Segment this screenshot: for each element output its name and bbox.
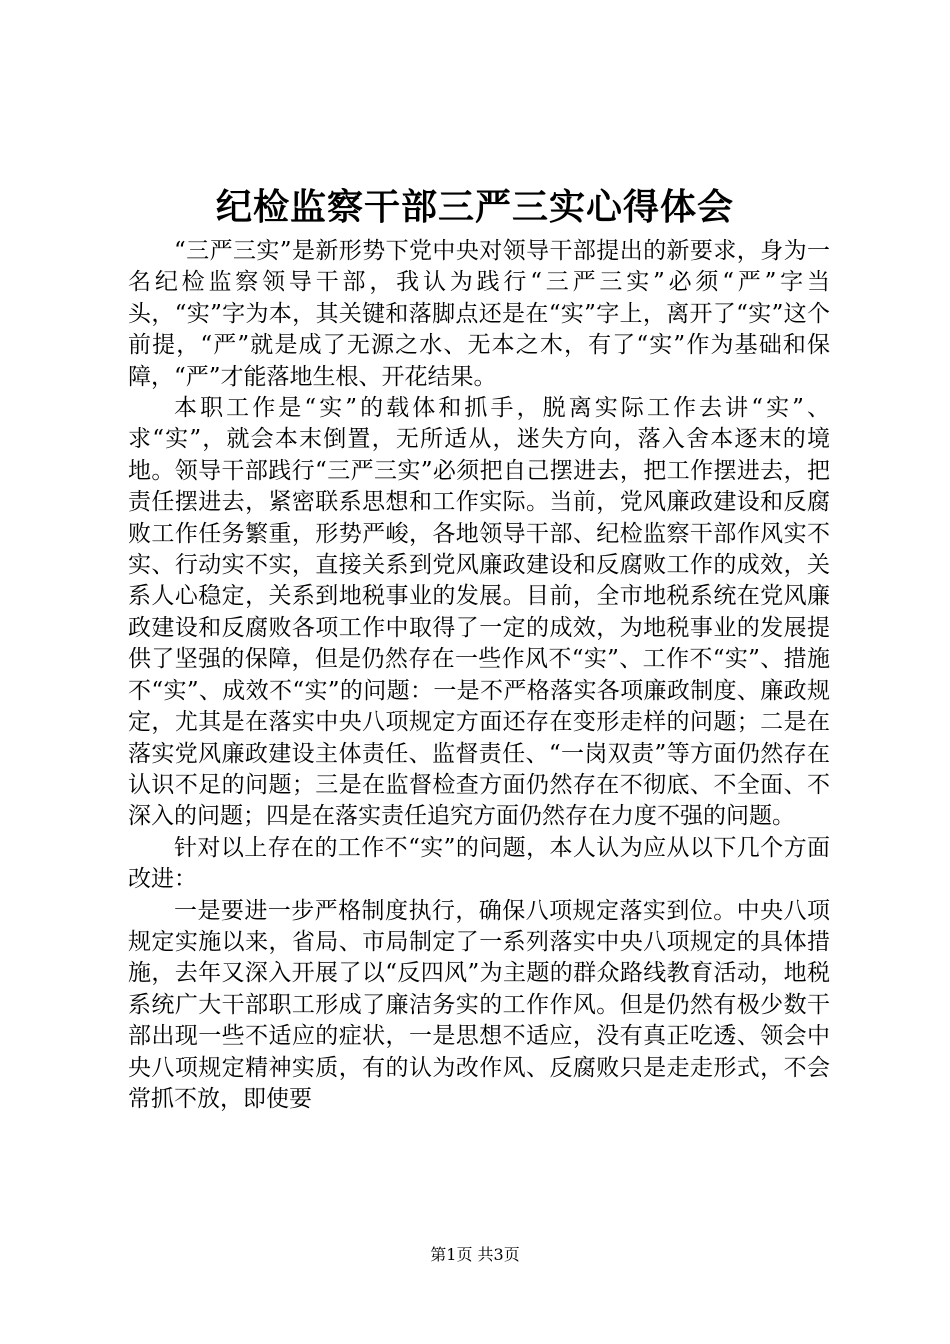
paragraph-2: 本职工作是“实”的载体和抓手，脱离实际工作去讲“实”、求“实”，就会本末倒置，无所适从，迷失方向，落入舍本逐末的境地。领导干部践行“三严三实”必须把自己摆进去，把工作摆进去，把责任摆进去，紧密联系思想和工作实际。当前，党风廉政建设和反腐败工作任务繁重，形势严峻，各地领导干部、纪检监察干部作风实不实、行动实不实，直接关系到党风廉政建设和反腐败工作的成效，关系人心稳定，关系到地税事业的发展。目前，全市地税系统在党风廉政建设和反腐败各项工作中取得了一定的成效，为地税事业的发展提供了坚强的保障，但是仍然存在一些作风不“实”、工作不“实”、措施不“实”、成效不“实”的问题：一是不严格落实各项廉政制度、廉政规定，尤其是在落实中央八项规定方面还存在变形走样的问题；二是在落实党风廉政建设主体责任、监督责任、“一岗双责”等方面仍然存在认识不足的问题；三是在监督检查方面仍然存在不彻底、不全面、不深入的问题；四是在落实责任追究方面仍然存在力度不强的问题。 <box>128 395 830 830</box>
paragraph-3: 针对以上存在的工作不“实”的问题，本人认为应从以下几个方面改进： <box>128 834 830 893</box>
page-footer: 第1页 共3页 <box>430 1245 520 1264</box>
document-title: 纪检监察干部三严三实心得体会 <box>215 186 734 228</box>
document-body <box>128 236 830 1115</box>
paragraph-4: 一是要进一步严格制度执行，确保八项规定落实到位。中央八项规定实施以来，省局、市局制定了一系列落实中央八项规定的具体措施，去年又深入开展了以“反四风”为主题的群众路线教育活动，地税系统广大干部职工形成了廉洁务实的工作作风。但是仍然有极少数干部出现一些不适应的症状，一是思想不适应，没有真正吃透、领会中央八项规定精神实质，有的认为改作风、反腐败只是走走形式，不会常抓不放，即使要 <box>128 897 830 1112</box>
paragraph-1: “三严三实”是新形势下党中央对领导干部提出的新要求，身为一名纪检监察领导干部，我认为践行“三严三实”必须“严”字当头，“实”字为本，其关键和落脚点还是在“实”字上，离开了“实”这个前提，“严”就是成了无源之水、无本之木，有了“实”作为基础和保障，“严”才能落地生根、开花结果。 <box>128 238 830 390</box>
